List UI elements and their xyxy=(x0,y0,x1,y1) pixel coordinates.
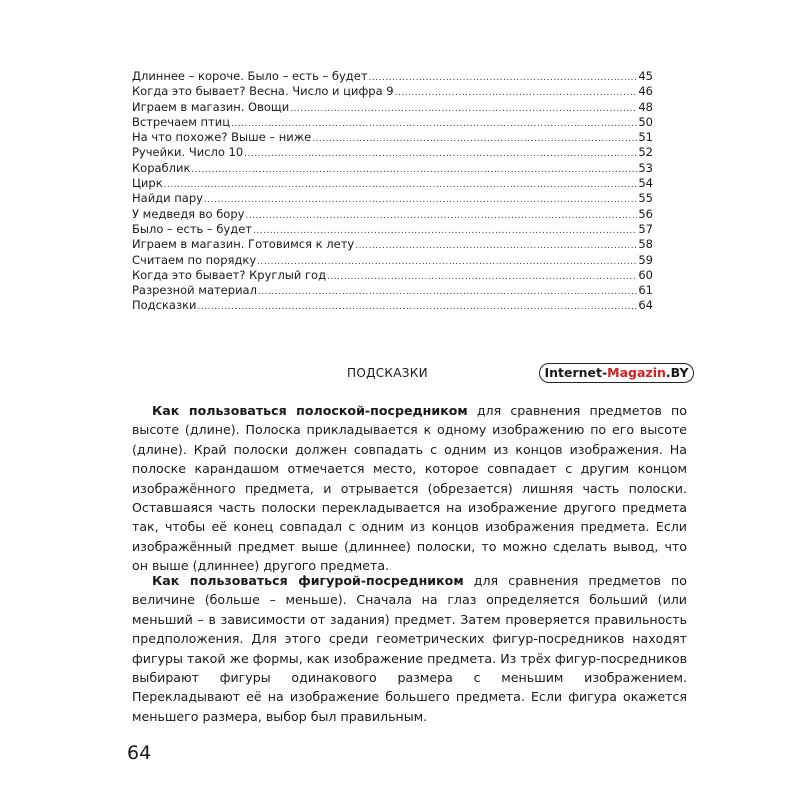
toc-leader-dots xyxy=(204,193,637,208)
toc-leader-dots xyxy=(369,71,638,86)
table-of-contents xyxy=(132,69,653,314)
toc-entry xyxy=(132,237,653,252)
toc-entry xyxy=(132,176,653,191)
toc-entry xyxy=(132,161,653,176)
toc-entry-title: Когда это бывает? Круглый год xyxy=(132,267,327,282)
toc-entry xyxy=(132,130,653,145)
toc-entry xyxy=(132,268,653,283)
toc-leader-dots xyxy=(198,300,638,315)
page-number: 64 xyxy=(127,742,152,764)
paragraph-figure-mediator xyxy=(132,571,687,726)
toc-entry-title: Разрезной материал xyxy=(132,283,257,298)
toc-leader-dots xyxy=(244,147,637,162)
toc-entry-page: 59 xyxy=(638,252,653,267)
toc-leader-dots xyxy=(327,270,637,285)
toc-entry-page: 54 xyxy=(638,176,653,191)
toc-entry-page: 51 xyxy=(638,130,653,145)
toc-entry xyxy=(132,191,653,206)
toc-entry-page: 60 xyxy=(638,267,653,282)
toc-entry-page: 58 xyxy=(638,237,653,252)
toc-entry-page: 52 xyxy=(638,145,653,160)
toc-entry-page: 45 xyxy=(638,69,653,83)
section-title: ПОДСКАЗКИ xyxy=(347,366,428,380)
toc-leader-dots xyxy=(395,86,638,101)
toc-entry-title: Кораблик xyxy=(132,160,191,175)
toc-entry-title: Цирк xyxy=(132,176,163,191)
toc-entry-title: На что похоже? Выше – ниже xyxy=(132,130,312,145)
toc-entry-title: Считаем по порядку xyxy=(132,252,257,267)
watermark-part3: .BY xyxy=(665,365,689,380)
toc-entry-title: Когда это бывает? Весна. Число и цифра 9 xyxy=(132,84,394,99)
toc-entry-title: Длиннее – короче. Было – есть – будет xyxy=(132,69,368,83)
toc-entry xyxy=(132,222,653,237)
toc-leader-dots xyxy=(290,102,637,117)
paragraph-heading: Как пользоваться полоской-посредником xyxy=(152,403,468,418)
paragraph-text: для сравнения предметов по величине (больше – меньше). Сначала на глаз определяется больший (или меньший – в зависимости от задания) предмет. Затем проверяется правильность предположения. Для этого среди геометрических фигур-посредников находят фигуры такой же формы, как изображение предмета. Из трёх фигур-посредников выбирают фигуры одинакового размера с меньшим изображением. Перекладывают её на изображение большего предмета. Если фигура окажется меньшего размера, выбор был правильным. xyxy=(132,573,687,724)
toc-entry-title: Найди пару xyxy=(132,191,203,206)
paragraph-strip-mediator xyxy=(132,401,687,576)
paragraph-text: для сравнения предметов по высоте (длине). Полоска прикладывается к одному изображению по его высоте (длине). Край полоски должен совпадать с одним из концов изображения. На полоске карандашом отмечается место, которое совпадает с другим концом изображённого предмета, и отрывается (обрезается) лишняя часть полоски. Оставшаяся часть полоски перекладывается на изображение другого предмета так, чтобы её конец совпадал с одним из концов изображения предмета. Если изображённый предмет выше (длиннее) полоски, то можно сделать вывод, что он выше (длиннее) другого предмета. xyxy=(132,403,687,574)
toc-entry-title: Подсказки xyxy=(132,298,197,313)
toc-entry-page: 56 xyxy=(638,206,653,221)
watermark-part1: Internet- xyxy=(544,365,608,380)
toc-entry xyxy=(132,69,653,84)
toc-leader-dots xyxy=(191,163,637,178)
paragraph-heading: Как пользоваться фигурой-посредником xyxy=(152,573,464,588)
watermark-part2: Magazin xyxy=(607,365,666,380)
toc-entry-page: 61 xyxy=(638,283,653,298)
toc-leader-dots xyxy=(355,239,637,254)
toc-leader-dots xyxy=(245,209,637,224)
toc-entry-title: Играем в магазин. Готовимся к лету xyxy=(132,237,355,252)
toc-entry-page: 64 xyxy=(638,298,653,313)
toc-entry-page: 57 xyxy=(638,221,653,236)
toc-entry-title: Было – есть – будет xyxy=(132,221,252,236)
toc-entry xyxy=(132,145,653,160)
toc-entry-title: У медведя во бору xyxy=(132,206,245,221)
toc-entry-title: Играем в магазин. Овощи xyxy=(132,99,290,114)
toc-entry-title: Ручейки. Число 10 xyxy=(132,145,244,160)
toc-entry-page: 46 xyxy=(638,84,653,99)
toc-entry-title: Встречаем птиц xyxy=(132,114,231,129)
toc-entry-page: 48 xyxy=(638,99,653,114)
toc-entry xyxy=(132,207,653,222)
watermark-badge xyxy=(539,363,694,383)
toc-leader-dots xyxy=(258,285,637,300)
toc-entry-page: 53 xyxy=(638,160,653,175)
toc-entry xyxy=(132,298,653,313)
toc-leader-dots xyxy=(164,178,638,193)
toc-entry xyxy=(132,253,653,268)
toc-entry xyxy=(132,100,653,115)
toc-entry xyxy=(132,115,653,130)
toc-entry xyxy=(132,283,653,298)
toc-leader-dots xyxy=(312,132,637,147)
toc-entry-page: 55 xyxy=(638,191,653,206)
toc-entry xyxy=(132,84,653,99)
toc-entry-page: 50 xyxy=(638,114,653,129)
